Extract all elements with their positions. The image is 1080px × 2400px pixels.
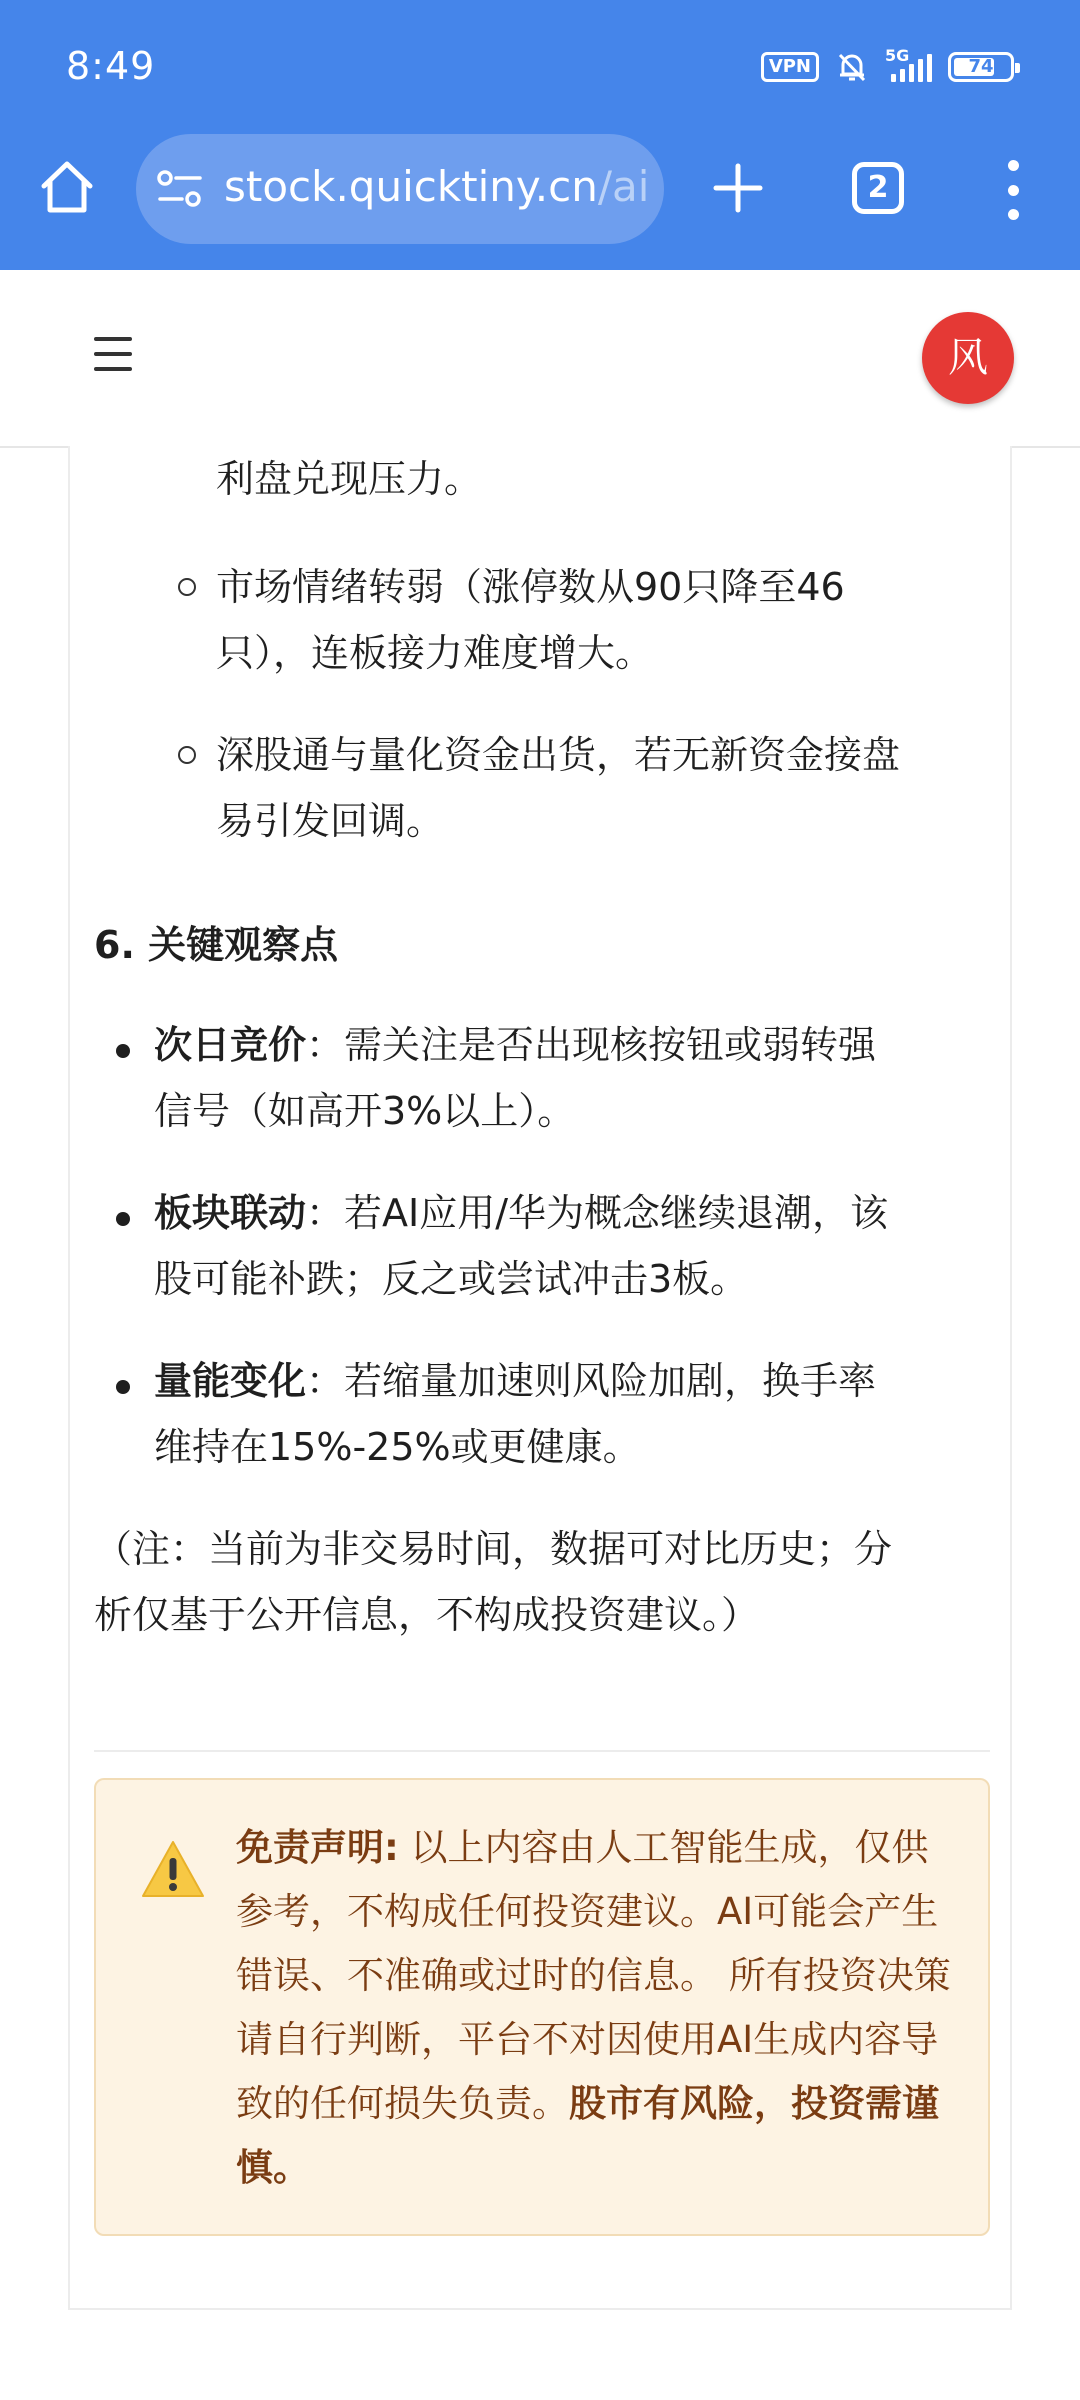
mute-bell-icon: [835, 50, 869, 84]
risk-item-line: 只），连板接力难度增大。: [216, 631, 654, 675]
risk-item-line: 市场情绪转弱（涨停数从90只降至46: [216, 565, 845, 609]
observation-label: 次日竞价: [154, 1023, 307, 1067]
avatar[interactable]: 风: [922, 312, 1014, 404]
disclaimer-emphasis: 股市有风险，投资需谨慎。: [236, 2082, 939, 2189]
site-header: [0, 270, 1080, 448]
list-bullet: [116, 1044, 130, 1058]
warning-icon: [140, 1838, 206, 1900]
section-heading: 6. 关键观察点: [94, 923, 339, 967]
observation-text: ：需关注是否出现核按钮或弱转强: [306, 1023, 877, 1067]
tab-switcher-button[interactable]: 2: [852, 162, 904, 214]
address-bar[interactable]: [136, 134, 664, 244]
disclaimer-box: [94, 1778, 990, 2236]
site-settings-icon[interactable]: [156, 168, 204, 210]
home-icon[interactable]: [36, 156, 98, 218]
observation-line: 维持在15%-25%或更健康。: [154, 1425, 641, 1469]
status-icons: [761, 46, 1014, 84]
list-bullet: [116, 1380, 130, 1394]
risk-tail-text: 利盘兑现压力。: [216, 457, 483, 501]
disclaimer-body: 以上内容由人工智能生成，仅供参考，不构成任何投资建议。AI可能会产生错误、不准确或过时的信息。 所有投资决策请自行判断，平台不对因使用AI生成内容导致的任何损失负责。: [236, 1826, 951, 2125]
battery-icon: [948, 52, 1014, 82]
note-text: （注：当前为非交易时间，数据可对比历史；分: [94, 1527, 893, 1571]
observation-line: [154, 1348, 876, 1414]
network-label: 5G: [885, 46, 910, 65]
more-vert-icon[interactable]: [1000, 160, 1026, 220]
url-text[interactable]: [224, 162, 649, 211]
signal-icon: [885, 46, 932, 82]
observation-line: 信号（如高开3%以上）。: [154, 1089, 576, 1133]
plus-icon[interactable]: [710, 160, 766, 216]
list-bullet: [178, 746, 196, 764]
note-text: 析仅基于公开信息，不构成投资建议。）: [94, 1593, 760, 1637]
disclaimer-text: [236, 1816, 956, 2200]
footer-text: [370, 2378, 400, 2400]
observation-line: [154, 1012, 876, 1078]
observation-text: ：若AI应用/华为概念继续退潮，该: [306, 1191, 889, 1235]
observation-label: 量能变化: [154, 1359, 307, 1403]
status-time: 8:49: [66, 44, 156, 88]
list-bullet: [178, 578, 196, 596]
url-domain: stock.quicktiny.cn: [224, 162, 598, 211]
battery-level: 74: [968, 56, 994, 77]
observation-line: 股可能补跌；反之或尝试冲击3板。: [154, 1257, 749, 1301]
disclaimer-title: 免责声明:: [236, 1826, 399, 1869]
list-bullet: [116, 1212, 130, 1226]
menu-icon[interactable]: [94, 337, 132, 371]
divider: [94, 1750, 990, 1752]
vpn-badge: VPN: [761, 52, 819, 82]
observation-label: 板块联动: [154, 1191, 307, 1235]
browser-chrome: [0, 0, 1080, 270]
observation-text: ：若缩量加速则风险加剧，换手率: [306, 1359, 877, 1403]
risk-item-line: 易引发回调。: [216, 799, 445, 843]
analysis-card: [68, 446, 1012, 2310]
risk-item-line: 深股通与量化资金出货，若无新资金接盘: [216, 733, 901, 777]
observation-line: [154, 1180, 888, 1246]
url-path: /ai: [597, 162, 650, 211]
